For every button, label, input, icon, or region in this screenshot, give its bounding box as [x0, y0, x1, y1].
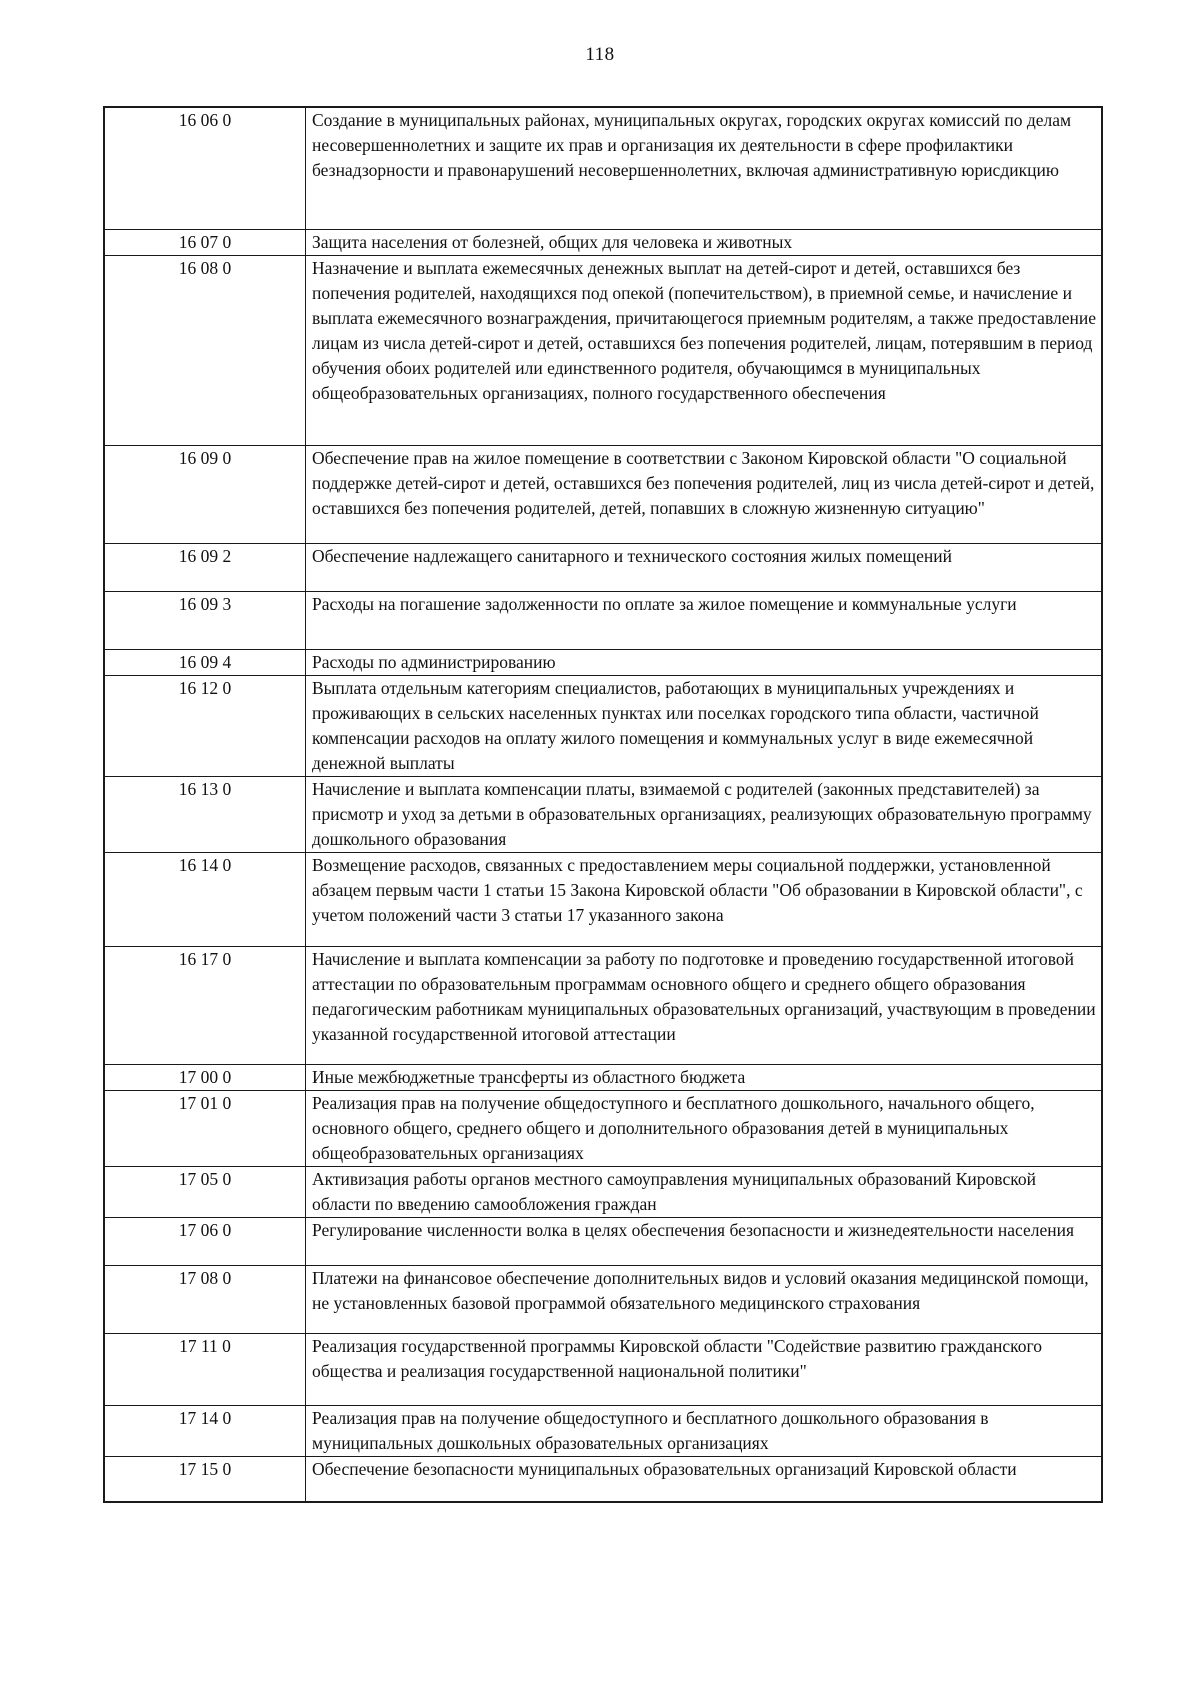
row-code: 16 06 0	[104, 107, 306, 229]
row-code: 16 09 2	[104, 543, 306, 591]
row-description: Обеспечение прав на жилое помещение в соответствии с Законом Кировской области "О социальной поддержке детей-сирот и детей, оставшихся без попечения родителей, лиц из числа детей-сирот и детей, оставшихся без попечения родителей, детей, попавших в сложную жизненную ситуацию"	[306, 445, 1103, 543]
row-description: Обеспечение безопасности муниципальных образовательных организаций Кировской области	[306, 1456, 1103, 1502]
row-description: Выплата отдельным категориям специалистов, работающих в муниципальных учреждениях и проживающих в сельских населенных пунктах или поселках городского типа области, частичной компенсации расходов на оплату жилого помещения и коммунальных услуг в виде ежемесячной денежной выплаты	[306, 675, 1103, 776]
table-row	[104, 675, 1102, 776]
row-code: 17 01 0	[104, 1090, 306, 1166]
row-code: 16 14 0	[104, 852, 306, 946]
table-row	[104, 1166, 1102, 1217]
code-table-body	[104, 107, 1102, 1502]
table-row	[104, 591, 1102, 649]
row-description: Иные межбюджетные трансферты из областного бюджета	[306, 1064, 1103, 1090]
table-row	[104, 107, 1102, 229]
row-code: 17 00 0	[104, 1064, 306, 1090]
row-description: Платежи на финансовое обеспечение дополнительных видов и условий оказания медицинской помощи, не установленных базовой программой обязательного медицинского страхования	[306, 1265, 1103, 1333]
code-table	[103, 106, 1103, 1503]
row-code: 17 08 0	[104, 1265, 306, 1333]
row-description: Начисление и выплата компенсации платы, взимаемой с родителей (законных представителей) за присмотр и уход за детьми в образовательных организациях, реализующих образовательную программу дошкольного образования	[306, 776, 1103, 852]
row-description: Реализация государственной программы Кировской области "Содействие развитию гражданского общества и реализация государственной национальной политики"	[306, 1333, 1103, 1405]
table-row	[104, 255, 1102, 445]
table-row	[104, 776, 1102, 852]
table-row	[104, 1405, 1102, 1456]
row-code: 16 17 0	[104, 946, 306, 1064]
row-code: 17 11 0	[104, 1333, 306, 1405]
row-description: Расходы по администрированию	[306, 649, 1103, 675]
table-row	[104, 1456, 1102, 1502]
row-description: Регулирование численности волка в целях обеспечения безопасности и жизнедеятельности населения	[306, 1217, 1103, 1265]
row-code: 16 08 0	[104, 255, 306, 445]
table-row	[104, 1265, 1102, 1333]
row-code: 16 09 0	[104, 445, 306, 543]
page-number: 118	[585, 44, 615, 65]
row-description: Возмещение расходов, связанных с предоставлением меры социальной поддержки, установленной абзацем первым части 1 статьи 15 Закона Кировской области "Об образовании в Кировской области", с учетом положений части 3 статьи 17 указанного закона	[306, 852, 1103, 946]
row-description: Защита населения от болезней, общих для человека и животных	[306, 229, 1103, 255]
row-description: Реализация прав на получение общедоступного и бесплатного дошкольного, начального общего, основного общего, среднего общего и дополнительного образования детей в муниципальных общеобразовательных организациях	[306, 1090, 1103, 1166]
row-code: 16 12 0	[104, 675, 306, 776]
row-code: 17 14 0	[104, 1405, 306, 1456]
row-code: 17 06 0	[104, 1217, 306, 1265]
table-row	[104, 1217, 1102, 1265]
table-row	[104, 445, 1102, 543]
row-description: Создание в муниципальных районах, муниципальных округах, городских округах комиссий по делам несовершеннолетних и защите их прав и организация их деятельности в сфере профилактики безнадзорности и правонарушений несовершеннолетних, включая административную юрисдикцию	[306, 107, 1103, 229]
row-code: 16 13 0	[104, 776, 306, 852]
code-table-container	[103, 106, 1103, 1503]
row-description: Обеспечение надлежащего санитарного и технического состояния жилых помещений	[306, 543, 1103, 591]
row-code: 17 05 0	[104, 1166, 306, 1217]
table-row	[104, 229, 1102, 255]
row-description: Назначение и выплата ежемесячных денежных выплат на детей-сирот и детей, оставшихся без попечения родителей, находящихся под опекой (попечительством), в приемной семье, и начисление и выплата ежемесячного вознаграждения, причитающегося приемным родителям, а также предоставление лицам из числа детей-сирот и детей, оставшихся без попечения родителей, лицам, потерявшим в период обучения обоих родителей или единственного родителя, обучающимся в муниципальных общеобразовательных организациях, полного государственного обеспечения	[306, 255, 1103, 445]
row-code: 16 09 4	[104, 649, 306, 675]
table-row	[104, 1064, 1102, 1090]
row-code: 17 15 0	[104, 1456, 306, 1502]
table-row	[104, 1333, 1102, 1405]
row-description: Активизация работы органов местного самоуправления муниципальных образований Кировской области по введению самообложения граждан	[306, 1166, 1103, 1217]
row-description: Реализация прав на получение общедоступного и бесплатного дошкольного образования в муниципальных дошкольных образовательных организациях	[306, 1405, 1103, 1456]
table-row	[104, 852, 1102, 946]
table-row	[104, 649, 1102, 675]
table-row	[104, 1090, 1102, 1166]
row-code: 16 07 0	[104, 229, 306, 255]
row-description: Расходы на погашение задолженности по оплате за жилое помещение и коммунальные услуги	[306, 591, 1103, 649]
table-row	[104, 946, 1102, 1064]
row-description: Начисление и выплата компенсации за работу по подготовке и проведению государственной итоговой аттестации по образовательным программам основного общего и среднего общего образования педагогическим работникам муниципальных образовательных организаций, участвующим в проведении указанной государственной итоговой аттестации	[306, 946, 1103, 1064]
table-row	[104, 543, 1102, 591]
row-code: 16 09 3	[104, 591, 306, 649]
